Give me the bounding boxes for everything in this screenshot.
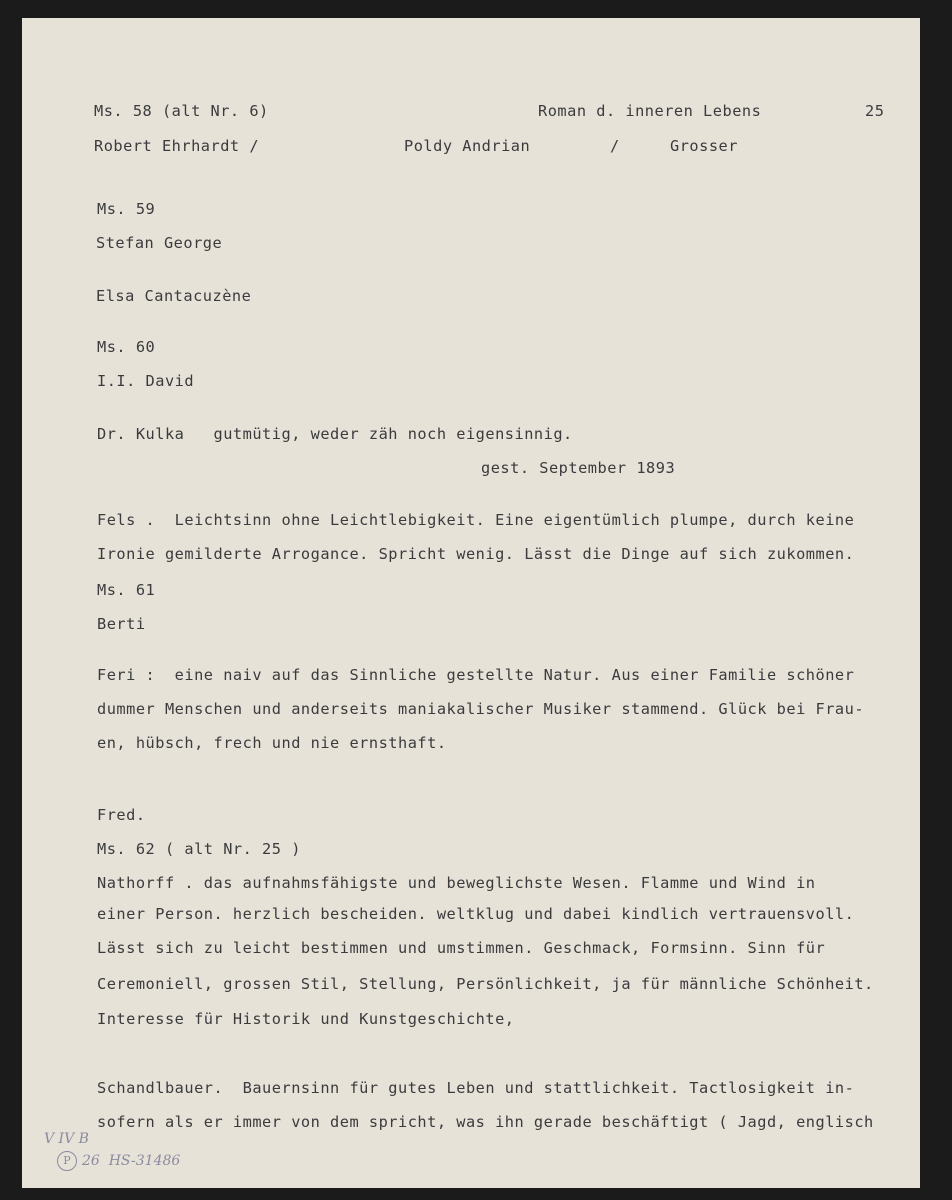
entry-nathorff-line-3: Lässt sich zu leicht bestimmen und umstimmen. Geschmack, Formsinn. Sinn für — [97, 939, 826, 957]
header-title: Roman d. inneren Lebens — [538, 102, 762, 120]
entry-kulka: Dr. Kulka gutmütig, weder zäh noch eigensinnig. — [97, 425, 573, 443]
entry-feri-line-1: Feri : eine naiv auf das Sinnliche gestellte Natur. Aus einer Familie schöner — [97, 666, 855, 684]
header-name-grosser: Grosser — [670, 137, 738, 155]
entry-nathorff-line-4: Ceremoniell, grossen Stil, Stellung, Persönlichkeit, ja für männliche Schönheit. — [97, 975, 874, 993]
ms-60: Ms. 60 — [97, 338, 156, 356]
entry-nathorff-line-2: einer Person. herzlich bescheiden. weltklug und dabei kindlich vertrauensvoll. — [97, 905, 855, 923]
header-ms-number: Ms. 58 (alt Nr. 6) — [94, 102, 269, 120]
kulka-death-date: gest. September 1893 — [481, 459, 676, 477]
entry-feri-line-3: en, hübsch, frech und nie ernsthaft. — [97, 734, 447, 752]
name-fred: Fred. — [97, 806, 146, 824]
header-slash: / — [610, 137, 620, 155]
ms-62: Ms. 62 ( alt Nr. 25 ) — [97, 840, 301, 858]
header-name-andrian: Poldy Andrian — [404, 137, 531, 155]
entry-fels-line-2: Ironie gemilderte Arrogance. Spricht wenig. Lässt die Dinge auf sich zukommen. — [97, 545, 855, 563]
name-berti: Berti — [97, 615, 146, 633]
entry-schandlbauer-line-2: sofern als er immer von dem spricht, was ihn gerade beschäftigt ( Jagd, englisch — [97, 1113, 874, 1131]
header-name-ehrhardt: Robert Ehrhardt / — [94, 137, 260, 155]
catalog-number-annotation: 26 HS-31486 — [82, 1153, 181, 1169]
shelf-mark-annotation: V IV B — [44, 1131, 89, 1147]
ms-59: Ms. 59 — [97, 200, 156, 218]
entry-fels-line-1: Fels . Leichtsinn ohne Leichtlebigkeit. Eine eigentümlich plumpe, durch keine — [97, 511, 855, 529]
ms-61: Ms. 61 — [97, 581, 156, 599]
page-number: 25 — [865, 102, 885, 120]
name-david: I.I. David — [97, 372, 195, 390]
archive-stamp: P — [57, 1151, 77, 1171]
name-elsa-cantacuzene: Elsa Cantacuzène — [96, 287, 252, 305]
entry-nathorff-line-1: Nathorff . das aufnahmsfähigste und beweglichste Wesen. Flamme und Wind in — [97, 874, 816, 892]
entry-feri-line-2: dummer Menschen und anderseits maniakalischer Musiker stammend. Glück bei Frau- — [97, 700, 865, 718]
entry-schandlbauer-line-1: Schandlbauer. Bauernsinn für gutes Leben und stattlichkeit. Tactlosigkeit in- — [97, 1079, 855, 1097]
name-stefan-george: Stefan George — [96, 234, 223, 252]
entry-nathorff-line-5: Interesse für Historik und Kunstgeschichte, — [97, 1010, 515, 1028]
